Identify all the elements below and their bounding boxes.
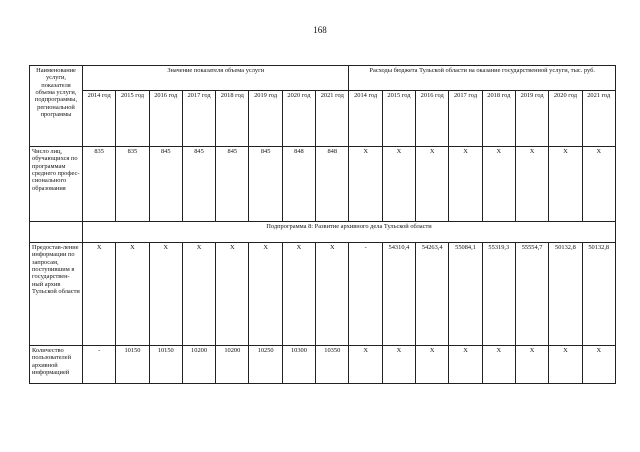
table-cell: 10150 xyxy=(149,346,182,384)
year-header: 2021 год xyxy=(582,91,615,147)
year-header: 2014 год xyxy=(349,91,382,147)
table-cell: 54263,4 xyxy=(416,243,449,346)
table-cell: X xyxy=(116,243,149,346)
table-cell: X xyxy=(449,346,482,384)
subprogram-title: Подпрограмма 8: Развитие архивного дела Тульской области xyxy=(83,222,616,243)
table-cell: 848 xyxy=(282,147,315,222)
year-header: 2016 год xyxy=(416,91,449,147)
table-cell: 10300 xyxy=(282,346,315,384)
table-cell: 835 xyxy=(83,147,116,222)
year-header: 2019 год xyxy=(249,91,282,147)
table-cell: 54310,4 xyxy=(382,243,415,346)
table-cell: 10350 xyxy=(316,346,349,384)
table-cell: 848 xyxy=(316,147,349,222)
table-cell: 10150 xyxy=(116,346,149,384)
table-cell: X xyxy=(382,147,415,222)
table-cell: 845 xyxy=(216,147,249,222)
table-cell: - xyxy=(83,346,116,384)
year-header: 2018 год xyxy=(216,91,249,147)
table-cell: 10200 xyxy=(216,346,249,384)
table-cell: X xyxy=(182,243,215,346)
table-cell: X xyxy=(582,147,615,222)
table-cell: 835 xyxy=(116,147,149,222)
table-cell: 10250 xyxy=(249,346,282,384)
table-cell: 10200 xyxy=(182,346,215,384)
table-row xyxy=(30,147,616,222)
year-header: 2017 год xyxy=(182,91,215,147)
row-label: Число лиц, обучающихся по программам среднего профес-сионального образования xyxy=(30,147,83,222)
table-cell: X xyxy=(316,243,349,346)
year-header: 2014 год xyxy=(83,91,116,147)
page-number: 168 xyxy=(313,25,327,35)
table-row xyxy=(30,243,616,346)
table-cell: X xyxy=(382,346,415,384)
table-cell: 55319,3 xyxy=(482,243,515,346)
header-name-column: Наименование услуги, показателя объема услуги, подпрограммы, региональной программы xyxy=(30,66,83,147)
header-volume-group: Значение показателя объема услуги xyxy=(83,66,349,91)
table-cell: X xyxy=(83,243,116,346)
year-header: 2020 год xyxy=(549,91,582,147)
table-cell: 55084,1 xyxy=(449,243,482,346)
table-cell: X xyxy=(515,147,548,222)
table-cell: 50132,8 xyxy=(582,243,615,346)
year-header: 2021 год xyxy=(316,91,349,147)
row-label: Предостав-ление информации по запросам, поступившим в государствен-ный архив Тульской области xyxy=(30,243,83,346)
year-header: 2015 год xyxy=(116,91,149,147)
table-row xyxy=(30,346,616,384)
year-header: 2015 год xyxy=(382,91,415,147)
table-cell: 50132,8 xyxy=(549,243,582,346)
table-cell: 55554,7 xyxy=(515,243,548,346)
indicator-table xyxy=(29,65,616,384)
table-cell: 845 xyxy=(149,147,182,222)
year-header: 2020 год xyxy=(282,91,315,147)
subprogram-row xyxy=(30,222,616,243)
table-cell xyxy=(30,222,83,243)
table-cell: X xyxy=(149,243,182,346)
row-label: Количество пользователей архивной информацией xyxy=(30,346,83,384)
table-cell: X xyxy=(416,147,449,222)
year-header: 2018 год xyxy=(482,91,515,147)
table-cell: X xyxy=(582,346,615,384)
table-cell: X xyxy=(416,346,449,384)
table-cell: X xyxy=(249,243,282,346)
table-cell: X xyxy=(349,147,382,222)
table-cell: 845 xyxy=(182,147,215,222)
year-header: 2017 год xyxy=(449,91,482,147)
header-budget-group: Расходы бюджета Тульской области на оказание государственной услуги, тыс. руб. xyxy=(349,66,615,91)
table-cell: X xyxy=(349,346,382,384)
table-cell: X xyxy=(549,147,582,222)
table-cell: X xyxy=(549,346,582,384)
table-cell: X xyxy=(515,346,548,384)
table-cell: X xyxy=(482,346,515,384)
table-cell: 845 xyxy=(249,147,282,222)
year-header: 2016 год xyxy=(149,91,182,147)
table-cell: X xyxy=(216,243,249,346)
table-cell: - xyxy=(349,243,382,346)
table-cell: X xyxy=(282,243,315,346)
year-header: 2019 год xyxy=(515,91,548,147)
table-cell: X xyxy=(482,147,515,222)
table-cell: X xyxy=(449,147,482,222)
